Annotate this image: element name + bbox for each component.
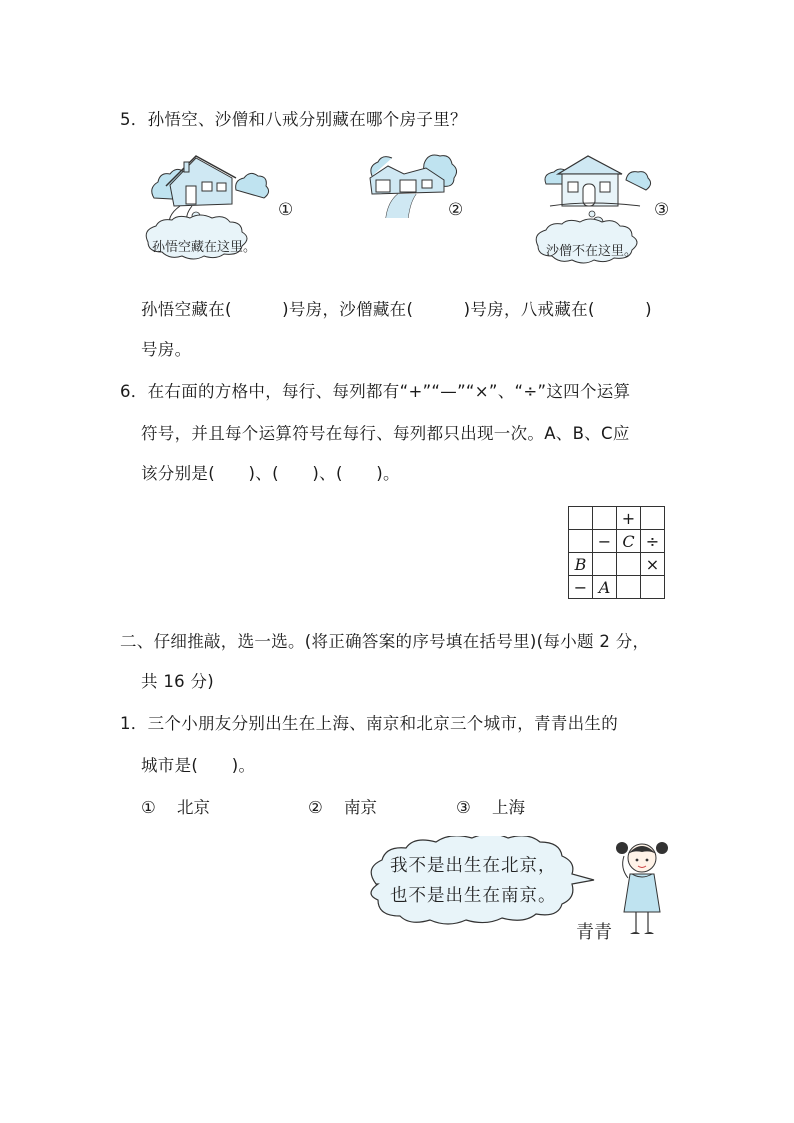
grid-cell: C	[617, 530, 641, 553]
q1-line-2: 城市是( )。	[141, 756, 256, 775]
grid-cell	[617, 576, 641, 599]
house-1-bubble: 孙悟空藏在这里。	[152, 240, 257, 255]
grid-cell	[641, 576, 665, 599]
grid-row	[569, 507, 665, 530]
grid-cell	[617, 553, 641, 576]
grid-cell: −	[569, 576, 593, 599]
option-1-number: ①	[141, 798, 156, 817]
grid-cell: +	[617, 507, 641, 530]
option-1	[141, 794, 210, 818]
girl-qingqing-illustration	[612, 834, 672, 944]
grid-row	[569, 530, 665, 553]
house-1-number: ①	[278, 200, 294, 220]
grid-row	[569, 576, 665, 599]
option-3-text: 上海	[492, 798, 526, 817]
grid-cell	[593, 553, 617, 576]
option-2	[308, 794, 377, 818]
grid-cell: A	[593, 576, 617, 599]
house-2-number: ②	[448, 200, 464, 220]
section-2-heading-line-1: 二、仔细推敲，选一选。(将正确答案的序号填在括号里)(每小题 2 分，	[120, 632, 650, 651]
option-2-number: ②	[308, 798, 323, 817]
grid-cell	[593, 507, 617, 530]
grid-row	[569, 553, 665, 576]
grid-cell	[641, 507, 665, 530]
grid-cell	[569, 507, 593, 530]
option-3	[456, 794, 525, 818]
q5-answer-line-1: 孙悟空藏在( )号房，沙僧藏在( )号房，八戒藏在( )	[141, 300, 652, 319]
girl-name-label: 青青	[576, 922, 612, 943]
q5-answer-line-2: 号房。	[141, 340, 192, 359]
house-3-bubble: 沙僧不在这里。	[546, 244, 638, 259]
grid-cell	[569, 530, 593, 553]
house-3-number: ③	[654, 200, 670, 220]
option-2-text: 南京	[344, 798, 378, 817]
q5-stem: 5．孙悟空、沙僧和八戒分别藏在哪个房子里？	[120, 110, 467, 129]
grid-cell: ÷	[641, 530, 665, 553]
q6-line-1: 6．在右面的方格中，每行、每列都有“+”“—”“×”、“÷”这四个运算	[120, 382, 631, 401]
q6-line-2: 符号，并且每个运算符号在每行、每列都只出现一次。A、B、C应	[141, 424, 630, 443]
speech-line-1: 我不是出生在北京，	[390, 856, 557, 876]
section-2-heading-line-2: 共 16 分)	[141, 672, 215, 691]
grid-cell: −	[593, 530, 617, 553]
grid-cell: ×	[641, 553, 665, 576]
speech-line-2: 也不是出生在南京。	[390, 886, 557, 906]
option-1-text: 北京	[177, 798, 211, 817]
operator-grid	[568, 506, 665, 599]
q1-line-1: 1．三个小朋友分别出生在上海、南京和北京三个城市，青青出生的	[120, 714, 618, 733]
grid-cell: B	[569, 553, 593, 576]
q6-line-3: 该分别是( )、( )、( )。	[141, 464, 400, 483]
option-3-number: ③	[456, 798, 471, 817]
